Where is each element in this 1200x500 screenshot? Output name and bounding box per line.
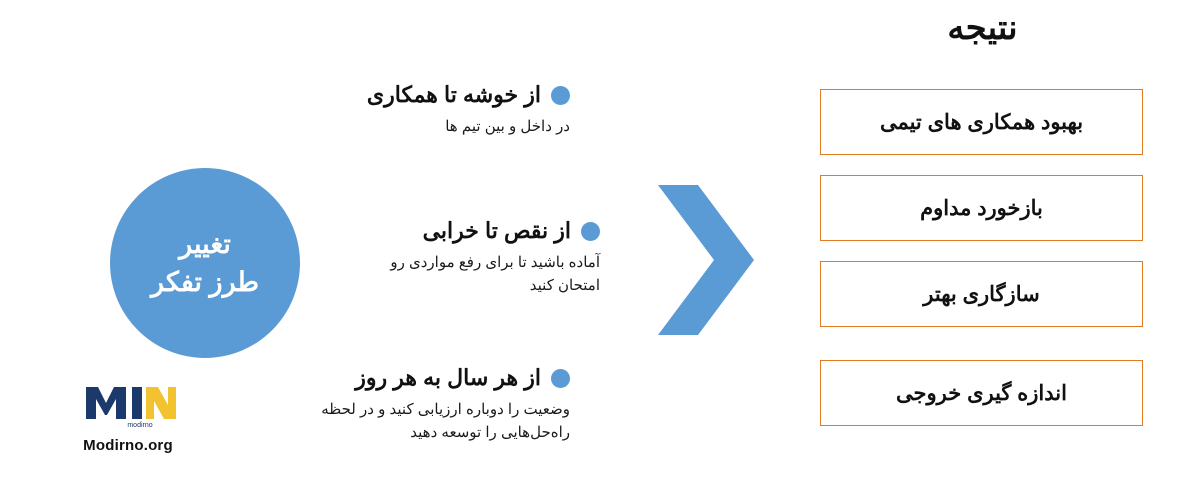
circle-line-2: طرز تفکر: [151, 267, 259, 297]
result-box-3-label: سازگاری بهتر: [923, 282, 1040, 306]
chevron-right-icon: [650, 185, 760, 335]
result-box-3: [820, 261, 1143, 327]
logo-mark-subtext: modirno: [127, 422, 153, 429]
bullet-1-description: در داخل و بین تیم ها: [445, 118, 570, 135]
bullet-3-head: [300, 365, 570, 391]
bullet-dot-icon: [581, 222, 600, 241]
bullet-3-title: از هر سال به هر روز: [355, 365, 541, 390]
result-box-1: [820, 89, 1143, 155]
bullet-3-description: وضعیت را دوباره ارزیابی کنید و در لحظه راه‌حل‌هایی را توسعه دهید: [321, 401, 570, 442]
bullet-1-head: [300, 82, 570, 108]
bullet-dot-icon: [551, 86, 570, 105]
result-box-1-label: بهبود همکاری های تیمی: [879, 110, 1084, 134]
bullet-item-1: [300, 82, 570, 138]
modirno-logo-icon: [80, 373, 176, 431]
result-box-4-label: اندازه گیری خروجی: [896, 381, 1067, 405]
bullet-2-description: آماده باشید تا برای رفع مواردی رو امتحان کنید: [390, 254, 600, 295]
result-box-2: [820, 175, 1143, 241]
bullet-dot-icon: [551, 369, 570, 388]
brand-logo: [68, 373, 188, 454]
result-heading: نتیجه: [947, 9, 1018, 47]
mindset-change-circle: [110, 168, 300, 358]
bullet-item-3: [300, 365, 570, 445]
bullet-2-title: از نقص تا خرابی: [422, 218, 571, 243]
result-box-2-label: بازخورد مداوم: [920, 196, 1043, 220]
bullet-item-2: [360, 218, 600, 298]
bullet-2-head: [360, 218, 600, 244]
circle-line-1: تغییر: [179, 228, 231, 259]
result-box-4: [820, 360, 1143, 426]
logo-brand-text: Modirno.org: [83, 437, 173, 454]
bullet-1-title: از خوشه تا همکاری: [366, 82, 541, 107]
